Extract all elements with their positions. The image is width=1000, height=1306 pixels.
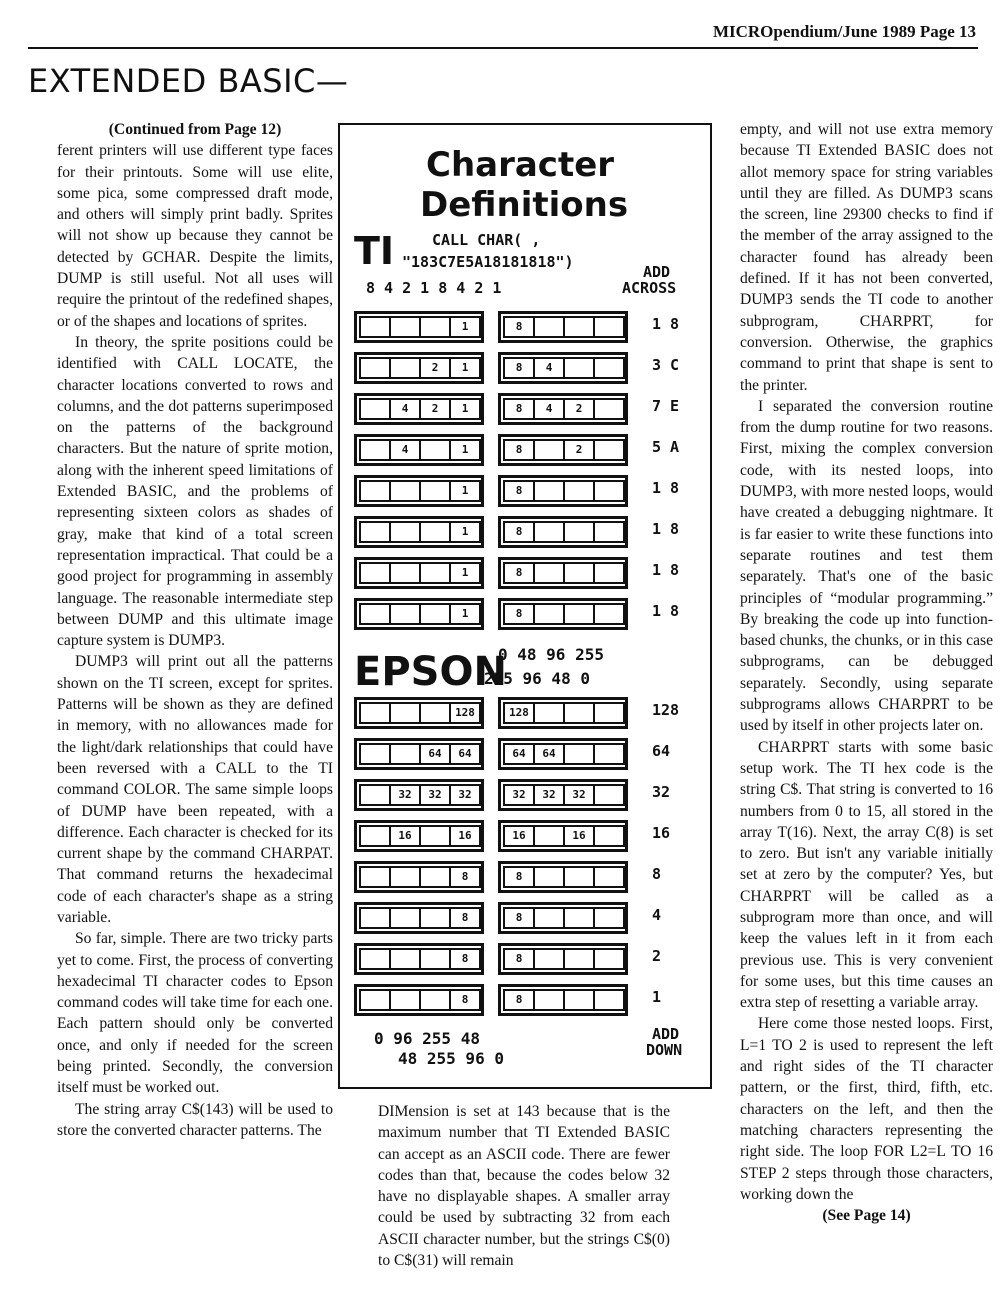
pixel-cell	[359, 398, 391, 420]
epson-nybble-right	[498, 820, 628, 852]
pixel-cell: 2	[419, 357, 451, 379]
pixel-cell: 16	[563, 825, 595, 847]
paragraph: DUMP3 will print out all the patterns shown on the TI screen, except for sprites. Patterns will be shown as they are defined in memory, with no allowances made for the light/dark relationships that could have been reversed with a CALL to the TI command COLOR. The same simple loops of DUMP have been repeated, with a difference. Each character is checked for its current shape by the command CHARPAT. That command returns the hexadecimal code of each character's shape as a string variable.	[57, 653, 333, 926]
pixel-cell: 32	[449, 784, 481, 806]
pixel-cell: 128	[449, 702, 481, 724]
pixel-cell: 32	[389, 784, 421, 806]
pixel-cell	[533, 603, 565, 625]
pixel-cell: 4	[533, 357, 565, 379]
add-down-label-2: DOWN	[646, 1041, 683, 1059]
ti-row-value: 1 8	[652, 602, 680, 620]
pixel-cell	[359, 784, 391, 806]
ti-row-value: 1 8	[652, 315, 680, 333]
pixel-cell: 32	[533, 784, 565, 806]
pixel-cell	[359, 866, 391, 888]
pixel-cell: 64	[449, 743, 481, 765]
pixel-cell	[563, 907, 595, 929]
pixel-cell	[389, 480, 421, 502]
pixel-cell: 8	[503, 562, 535, 584]
add-across-label-1: ADD	[643, 263, 671, 281]
ti-row-value: 7 E	[652, 397, 680, 415]
ti-row-value: 1 8	[652, 479, 680, 497]
paragraph: DIMension is set at 143 because that is the maximum number that TI Extended BASIC can accept as an ASCII code. There are fewer codes than that, because the codes below 32 have no displayable shapes. A smaller array could be used by subtracting 32 from each ASCII character number, but the strings C$(0) to C$(31) will remain	[378, 1103, 670, 1270]
epson-nybble-right	[498, 738, 628, 770]
pixel-cell	[533, 948, 565, 970]
paragraph: In theory, the sprite positions could be identified with CALL LOCATE, the character locations converted to rows and columns, and the dot patterns superimposed on the patterns of the background characters. But the nature of sprite motion, along with the inherent speed limitations of Extended BASIC, and the problems of representing sixteen colors as shades of gray, make that kind of a total screen representation impractical. That could be a good project for programming in assembly language. The reasonable intermediate step between DUMP and this ultimate image capture system is DUMP3.	[57, 333, 333, 650]
pixel-cell	[593, 316, 625, 338]
column-3	[740, 119, 993, 1226]
pixel-cell	[389, 316, 421, 338]
pixel-cell: 8	[503, 316, 535, 338]
pixel-cell: 32	[503, 784, 535, 806]
pixel-cell: 8	[449, 948, 481, 970]
pixel-cell	[593, 907, 625, 929]
pixel-cell: 8	[503, 603, 535, 625]
ti-row-value: 3 C	[652, 356, 680, 374]
pixel-cell	[533, 702, 565, 724]
epson-nybble-right	[498, 779, 628, 811]
pixel-cell	[419, 521, 451, 543]
ti-nybble-right	[498, 311, 628, 343]
pixel-cell	[359, 743, 391, 765]
pixel-cell	[533, 989, 565, 1011]
ti-nybble-left	[354, 393, 484, 425]
pixel-cell: 4	[389, 398, 421, 420]
pixel-cell	[419, 702, 451, 724]
call-char-line2: "183C7E5A18181818")	[402, 253, 574, 271]
ti-nybble-right	[498, 557, 628, 589]
pixel-cell	[563, 743, 595, 765]
epson-row-value: 64	[652, 742, 671, 760]
pixel-cell: 64	[533, 743, 565, 765]
pixel-cell	[533, 480, 565, 502]
pixel-cell: 8	[449, 866, 481, 888]
pixel-cell	[593, 357, 625, 379]
pixel-cell	[563, 603, 595, 625]
pixel-cell: 8	[503, 866, 535, 888]
ti-nybble-right	[498, 434, 628, 466]
bottom-values-line1: 0 96 255 48	[374, 1029, 480, 1048]
ti-nybble-left	[354, 352, 484, 384]
pixel-cell	[533, 316, 565, 338]
pixel-cell	[419, 562, 451, 584]
ti-row-value: 5 A	[652, 438, 680, 456]
pixel-cell	[389, 989, 421, 1011]
pixel-cell	[593, 398, 625, 420]
paragraph: The string array C$(143) will be used to store the converted character patterns. The	[57, 1100, 333, 1139]
epson-nybble-right	[498, 697, 628, 729]
epson-row-value: 16	[652, 824, 671, 842]
pixel-cell: 1	[449, 357, 481, 379]
pixel-cell	[563, 316, 595, 338]
pixel-cell	[419, 480, 451, 502]
pixel-cell	[593, 480, 625, 502]
pixel-cell	[593, 521, 625, 543]
pixel-cell: 1	[449, 439, 481, 461]
ti-nybble-left	[354, 434, 484, 466]
pixel-cell: 32	[419, 784, 451, 806]
ti-nybble-right	[498, 598, 628, 630]
column-2-text	[378, 1101, 670, 1271]
pixel-cell	[419, 907, 451, 929]
pixel-cell	[359, 316, 391, 338]
ti-nybble-left	[354, 311, 484, 343]
pixel-cell: 8	[503, 439, 535, 461]
pixel-cell	[389, 907, 421, 929]
pixel-cell	[419, 603, 451, 625]
epson-nybble-left	[354, 697, 484, 729]
pixel-cell	[563, 702, 595, 724]
pixel-cell: 4	[389, 439, 421, 461]
pixel-cell	[563, 521, 595, 543]
pixel-cell	[359, 989, 391, 1011]
pixel-cell	[593, 439, 625, 461]
call-char-line1: CALL CHAR( ,	[432, 231, 541, 249]
ti-label: TI	[354, 229, 395, 273]
ti-nybble-left	[354, 598, 484, 630]
pixel-cell	[533, 562, 565, 584]
epson-row-value: 2	[652, 947, 662, 965]
pixel-cell	[593, 603, 625, 625]
pixel-cell: 2	[563, 398, 595, 420]
character-definitions-figure	[338, 123, 712, 1089]
pixel-cell: 8	[503, 989, 535, 1011]
pixel-cell	[419, 439, 451, 461]
epson-values-line2: 255 96 48 0	[484, 669, 590, 688]
pixel-cell	[389, 743, 421, 765]
pixel-cell	[563, 480, 595, 502]
pixel-cell	[533, 521, 565, 543]
pixel-cell	[593, 825, 625, 847]
pixel-cell: 8	[449, 989, 481, 1011]
pixel-cell: 8	[503, 398, 535, 420]
pixel-cell	[389, 603, 421, 625]
paragraph: Here come those nested loops. First, L=1 TO 2 is used to represent the left and right sides of the TI character pattern, or the first, third, fifth, etc. characters on the left, and then the matching characters representing the right side. The loop FOR L2=L TO 16 STEP 2 steps through those characters, working down the	[740, 1015, 993, 1203]
pixel-cell: 4	[533, 398, 565, 420]
ti-nybble-left	[354, 516, 484, 548]
pixel-cell	[359, 603, 391, 625]
paragraph: CHARPRT starts with some basic setup work. The TI hex code is the string C$. That string is converted to 16 numbers from 0 to 15, all stored in the array T(16). Next, the array C(8) is set to zero. But isn't any variable initially set at zero by the computer? Yes, but CHARPRT will be called as a subprogram more than once, and will keep the values left in it from each previous use. This is very convenient for some uses, but this time causes an extra step of resetting a variable array.	[740, 738, 993, 1012]
pixel-cell: 16	[449, 825, 481, 847]
pixel-cell: 64	[503, 743, 535, 765]
pixel-cell	[593, 866, 625, 888]
ti-nybble-right	[498, 516, 628, 548]
pixel-cell: 8	[503, 907, 535, 929]
ti-nybble-left	[354, 557, 484, 589]
header-rule	[28, 47, 978, 49]
pixel-cell: 1	[449, 562, 481, 584]
pixel-cell: 2	[563, 439, 595, 461]
epson-nybble-right	[498, 902, 628, 934]
paragraph: So far, simple. There are two tricky parts yet to come. First, the process of converting hexadecimal TI character codes to Epson command codes will take time for each one. Each pattern should only be converted once, and only if needed for the screen being printed. Secondly, the conversion itself must be worked out.	[57, 930, 333, 1097]
pixel-cell	[563, 357, 595, 379]
pixel-cell	[593, 784, 625, 806]
section-title: EXTENDED BASIC—	[28, 62, 349, 100]
pixel-cell: 2	[419, 398, 451, 420]
ti-row-value: 1 8	[652, 520, 680, 538]
pixel-cell	[359, 825, 391, 847]
epson-row-value: 4	[652, 906, 662, 924]
pixel-cell	[359, 521, 391, 543]
ti-nybble-right	[498, 393, 628, 425]
paragraph: empty, and will not use extra memory because TI Extended BASIC does not allot memory space for string variables until they are filled. As DUMP3 scans the screen, line 29300 checks to find if the member of the array assigned to the character found has already been defined. If it has not been converted, DUMP3 sends the TI code to another subprogram, CHARPRT, for conversion. Otherwise, the graphics command to print that shape is sent to the printer.	[740, 121, 993, 394]
epson-nybble-left	[354, 943, 484, 975]
pixel-cell	[419, 948, 451, 970]
epson-label: EPSON	[354, 649, 507, 695]
pixel-cell: 16	[389, 825, 421, 847]
bottom-values-line2: 48 255 96 0	[398, 1049, 504, 1068]
epson-row-value: 32	[652, 783, 671, 801]
pixel-cell: 1	[449, 480, 481, 502]
pixel-cell	[389, 562, 421, 584]
pixel-cell: 128	[503, 702, 535, 724]
pixel-cell	[563, 948, 595, 970]
epson-nybble-left	[354, 820, 484, 852]
column-1	[57, 119, 333, 1141]
pixel-cell	[389, 866, 421, 888]
epson-nybble-right	[498, 943, 628, 975]
pixel-cell: 1	[449, 316, 481, 338]
epson-nybble-left	[354, 779, 484, 811]
pixel-cell	[593, 948, 625, 970]
epson-nybble-left	[354, 984, 484, 1016]
pixel-cell	[389, 702, 421, 724]
add-across-label-2: ACROSS	[622, 279, 677, 297]
epson-nybble-right	[498, 861, 628, 893]
pixel-cell: 8	[449, 907, 481, 929]
pixel-cell	[533, 439, 565, 461]
epson-nybble-left	[354, 738, 484, 770]
epson-nybble-right	[498, 984, 628, 1016]
pixel-cell	[389, 948, 421, 970]
epson-values-line1: 0 48 96 255	[498, 645, 604, 664]
pixel-cell	[533, 866, 565, 888]
epson-row-value: 8	[652, 865, 662, 883]
pixel-cell	[563, 866, 595, 888]
pixel-cell: 8	[503, 480, 535, 502]
pixel-cell	[389, 357, 421, 379]
pixel-cell	[389, 521, 421, 543]
pixel-cell	[563, 562, 595, 584]
pixel-cell	[359, 562, 391, 584]
pixel-cell: 8	[503, 357, 535, 379]
pixel-cell	[359, 357, 391, 379]
ti-nybble-right	[498, 352, 628, 384]
pixel-cell	[563, 989, 595, 1011]
figure-title-line1: Character	[426, 145, 615, 185]
pixel-cell	[533, 825, 565, 847]
pixel-cell	[593, 989, 625, 1011]
add-down-label-1: ADD	[652, 1025, 680, 1043]
pixel-cell	[359, 480, 391, 502]
pixel-cell	[593, 743, 625, 765]
pixel-cell	[419, 825, 451, 847]
bit-weights-header: 8 4 2 1 8 4 2 1	[366, 279, 502, 297]
pixel-cell	[359, 948, 391, 970]
paragraph: I separated the conversion routine from the dump routine for two reasons. First, mixing the complex conversion code, with its nested loops, into DUMP3, with more nested loops, would have created a debugging nightmare. It is far easier to write these functions into separate routines and test them separately. That's one of the basic principles of “modular programming.” By breaking the code up into function-based chunks, the chunks, or in this case subprograms, can be debugged separately. Secondly, using separate subprograms allows CHARPRT to be used by itself in other projects later on.	[740, 397, 993, 735]
ti-nybble-left	[354, 475, 484, 507]
epson-nybble-left	[354, 861, 484, 893]
ti-row-value: 1 8	[652, 561, 680, 579]
pixel-cell	[419, 316, 451, 338]
pixel-cell	[593, 702, 625, 724]
pixel-cell: 16	[503, 825, 535, 847]
continued-note: (Continued from Page 12)	[108, 121, 282, 138]
pixel-cell: 64	[419, 743, 451, 765]
figure-title-line2: Definitions	[420, 185, 629, 225]
see-page-note: (See Page 14)	[822, 1207, 911, 1225]
pixel-cell: 1	[449, 521, 481, 543]
pixel-cell: 8	[503, 521, 535, 543]
pixel-cell: 1	[449, 398, 481, 420]
epson-row-value: 1	[652, 988, 662, 1006]
pixel-cell	[593, 562, 625, 584]
pixel-cell: 32	[563, 784, 595, 806]
pixel-cell	[359, 702, 391, 724]
paragraph: ferent printers will use different type faces for their printouts. Some will use elite, some pica, some compressed draft mode, and others will simply print badly. Sprites will not show up because they cannot be detected by GCHAR. Despite the limits, DUMP is still useful. Not all uses will require the printout of the redefined shapes, or of the shapes and locations of sprites.	[57, 142, 333, 330]
ti-nybble-right	[498, 475, 628, 507]
pixel-cell	[359, 907, 391, 929]
epson-nybble-left	[354, 902, 484, 934]
pixel-cell	[419, 866, 451, 888]
pixel-cell	[419, 989, 451, 1011]
epson-row-value: 128	[652, 701, 680, 719]
pixel-cell: 8	[503, 948, 535, 970]
pixel-cell	[359, 439, 391, 461]
running-head: MICROpendium/June 1989 Page 13	[712, 22, 976, 41]
pixel-cell: 1	[449, 603, 481, 625]
pixel-cell	[533, 907, 565, 929]
